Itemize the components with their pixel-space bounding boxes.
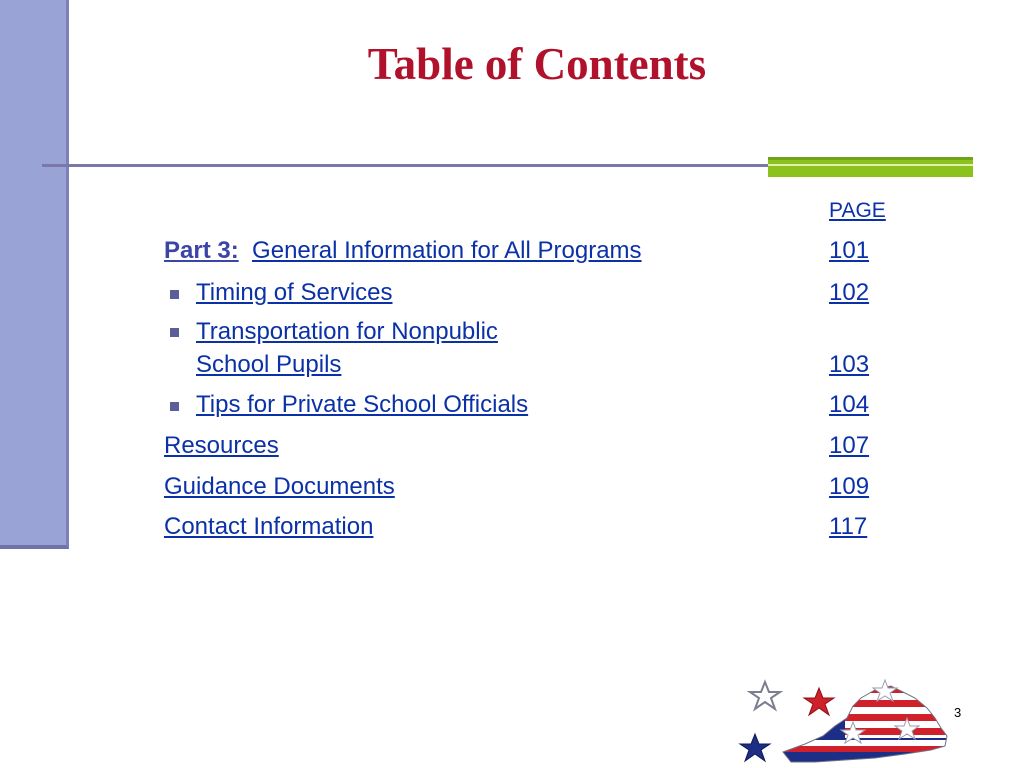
- page-column-header: PAGE: [829, 199, 886, 222]
- part-label[interactable]: Part 3:: [164, 237, 239, 264]
- toc-page-102[interactable]: 102: [829, 279, 870, 306]
- slide-number: 3: [954, 705, 962, 720]
- toc-link-transportation-line1[interactable]: Transportation for Nonpublic: [196, 318, 498, 345]
- square-bullet-icon: [170, 402, 179, 411]
- toc-link-tips-private-school[interactable]: Tips for Private School Officials: [196, 391, 529, 418]
- toc-link-resources[interactable]: Resources: [164, 432, 279, 459]
- stars-and-map-logo: [735, 678, 950, 766]
- toc-link-guidance-documents[interactable]: Guidance Documents: [164, 473, 395, 500]
- toc-link-general-information[interactable]: General Information for All Programs: [252, 237, 642, 264]
- toc-page-104[interactable]: 104: [829, 391, 870, 418]
- page-title: Table of Contents: [367, 39, 707, 89]
- header-divider: [42, 164, 770, 167]
- toc-page-117[interactable]: 117: [829, 513, 868, 540]
- toc-link-contact-information[interactable]: Contact Information: [164, 513, 374, 540]
- toc-link-transportation-line2[interactable]: School Pupils: [196, 351, 342, 378]
- toc-link-timing-of-services[interactable]: Timing of Services: [196, 279, 393, 306]
- toc-page-101[interactable]: 101: [829, 237, 870, 264]
- square-bullet-icon: [170, 328, 179, 337]
- toc-row-part3: [164, 237, 642, 265]
- square-bullet-icon: [170, 290, 179, 299]
- toc-page-109[interactable]: 109: [829, 473, 870, 500]
- toc-page-107[interactable]: 107: [829, 432, 870, 459]
- toc-page-103[interactable]: 103: [829, 351, 870, 378]
- accent-green-bar: [768, 157, 973, 177]
